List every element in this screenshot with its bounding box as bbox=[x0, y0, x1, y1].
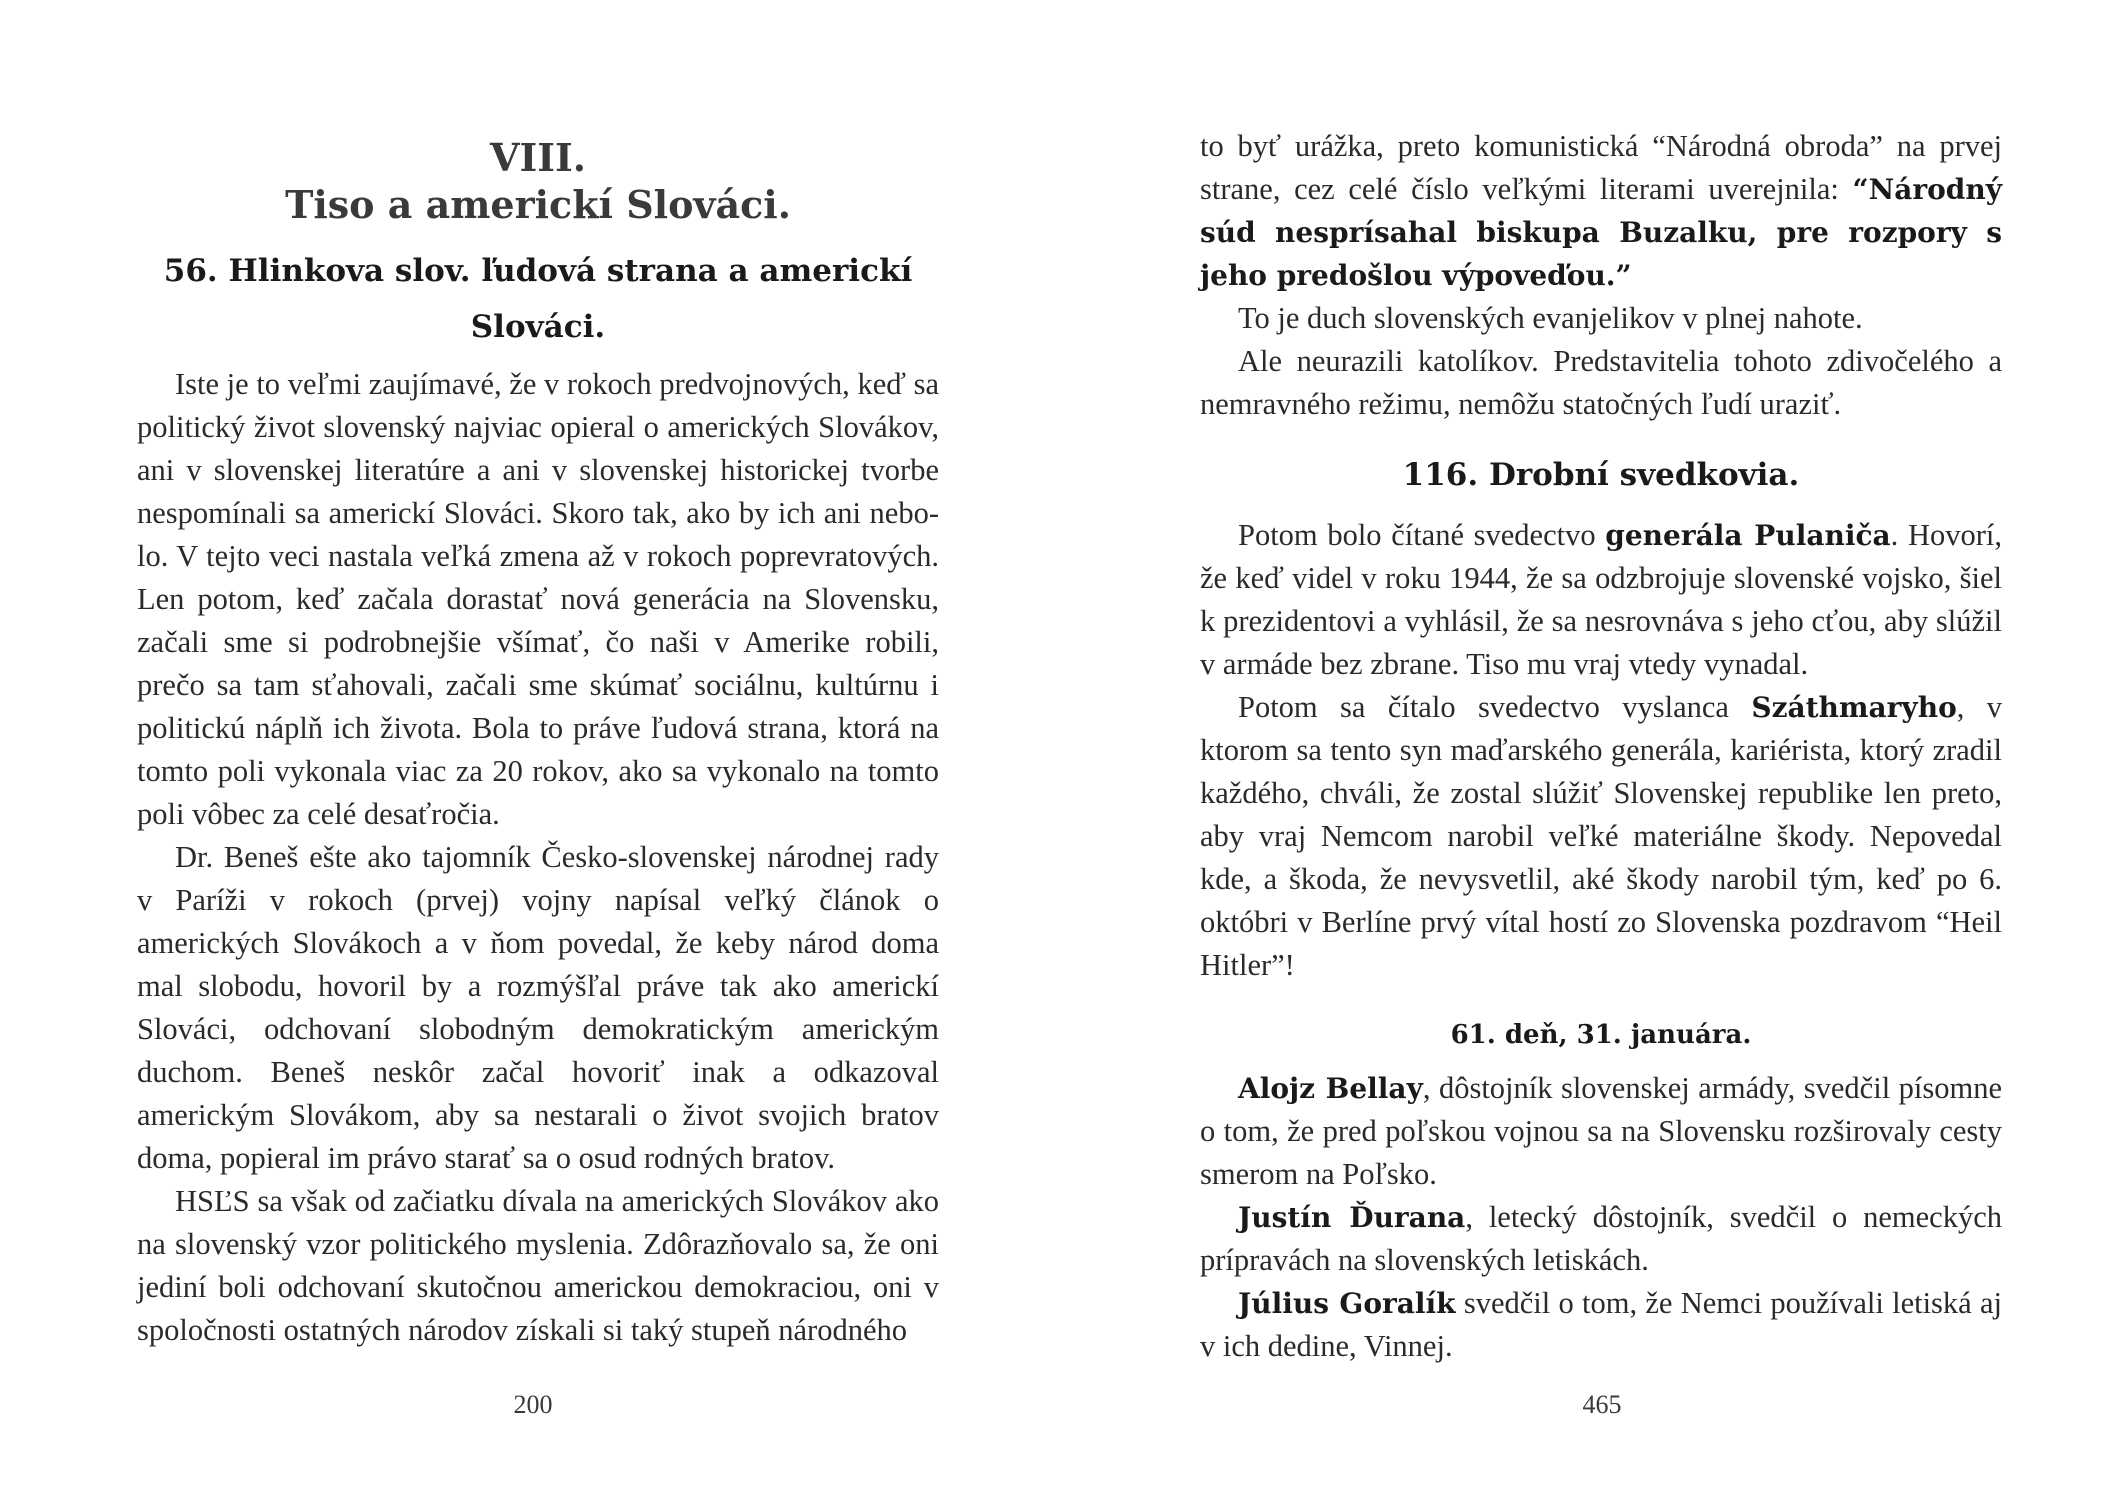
bold-name: Száthmaryho bbox=[1751, 691, 1957, 724]
paragraph: To je duch slovenských evanjelikov v plnej nahote. bbox=[1238, 301, 1863, 335]
bold-name: Július Goralík bbox=[1238, 1287, 1456, 1320]
bold-name: Alojz Bellay bbox=[1238, 1072, 1423, 1105]
page-number-left: 200 bbox=[513, 1390, 553, 1419]
bold-quote: “Národný súd nesprísahal biskupa Buzalku, pre rozpory s jeho predošlou výpoveďou.” bbox=[1200, 173, 2002, 292]
section-title-56: 56. Hlinkova slov. ľudová strana a americkí Slováci. bbox=[163, 253, 913, 345]
paragraph-text: . Hovorí, že keď videl v roku 1944, že sa odzbrojuje slovenské vojsko, šiel k prezidentovi a vyhlásil, že sa nesrovnáva s jeho cťou, aby slúžil v armáde bez zbrane. Tiso mu vraj vtedy vynadal. bbox=[1200, 518, 2002, 681]
bold-name: Justín Ďurana bbox=[1238, 1201, 1466, 1234]
paragraph: Iste je to veľmi zaujímavé, že v rokoch predvojnových, keď sa politický život slovenský najviac opieral o amerických Slovákov, ani v slovenskej literatúre a ani v slovenskej historickej tvorbe nespomínali sa americkí Slováci. Skoro tak, ako by ich ani nebolo. V tejto veci nastala veľká zmena až v rokoch poprevratových. Len potom, keď začala dorastať nová generácia na Slovensku, začali sme si podrobnejšie všímať, čo naši v Amerike robili, prečo sa tam sťahovali, začali sme skúmať sociálnu, kultúrnu i politickú náplň ich života. Bola to práve ľudová strana, ktorá na tomto poli vykonala viac za 20 rokov, ako sa vykonalo na tomto poli vôbec za celé desaťročia. bbox=[137, 367, 939, 831]
paragraph bbox=[1200, 514, 2002, 686]
paragraph bbox=[1200, 1067, 2002, 1196]
chapter-title: Tiso a americkí Slováci. bbox=[285, 182, 791, 227]
paragraph-text: , dôstojník slovenskej armády, svedčil písomne o tom, že pred poľskou vojnou sa na Slovensku rozširovaly cesty smerom na Poľsko. bbox=[1200, 1071, 2002, 1191]
paragraph-text: , letecký dôstojník, svedčil o nemeckých prípravách na slovenských letiskách. bbox=[1200, 1200, 2003, 1277]
chapter-number: VIII. bbox=[489, 135, 587, 180]
right-text-column bbox=[1200, 125, 2002, 1368]
paragraph-text: Potom sa čítalo svedectvo vyslanca bbox=[1238, 690, 1752, 724]
bold-name: generála Pulaniča bbox=[1605, 519, 1891, 552]
paragraph-text: , v ktorom sa tento syn maďarského generála, kariérista, ktorý zradil každého, chváli, že zostal slúžiť Slovenskej republike len preto, aby vraj Nemcom narobil veľké materiálne škody. Nepovedal kde, a škoda, že nevysvetlil, aké škody narobil tým, keď po 6. októbri v Berlíne prvý vítal hostí zo Slovenska pozdravom “Heil Hitler”! bbox=[1200, 690, 2002, 982]
paragraph bbox=[1200, 1282, 2002, 1368]
paragraph-text: svedčil o tom, že Nemci používali letiská aj v ich dedine, Vinnej. bbox=[1200, 1286, 2002, 1363]
paragraph bbox=[1200, 125, 2002, 297]
page-number-right: 465 bbox=[1582, 1390, 1622, 1419]
day-heading: 61. deň, 31. januára. bbox=[1450, 1020, 1752, 1050]
paragraph: Ale neurazili katolíkov. Predstavitelia tohoto zdivočelého a nemravného režimu, nemôžu statočných ľudí uraziť. bbox=[1200, 344, 2002, 421]
paragraph bbox=[1200, 686, 2002, 987]
left-text-column bbox=[137, 125, 939, 1352]
paragraph: HSĽS sa však od začiatku dívala na amerických Slovákov ako na slovenský vzor politického myslenia. Zdôrazňovalo sa, že oni jediní boli odchovaní skutočnou americkou demokraciou, oni v spoločnosti ostatných národov získali si taký stupeň národného bbox=[137, 1184, 939, 1347]
paragraph-text: to byť urážka, preto komunistická “Národná obroda” na prvej strane, cez celé číslo veľkými literami uverejnila: bbox=[1200, 129, 2002, 206]
section-title-116: 116. Drobní svedkovia. bbox=[1402, 457, 1800, 493]
paragraph bbox=[1200, 1196, 2002, 1282]
right-page bbox=[1059, 0, 2118, 1500]
paragraph-text: Potom bolo čítané svedectvo bbox=[1238, 518, 1606, 552]
paragraph: Dr. Beneš ešte ako tajomník Česko-slovenskej národnej rady v Paríži v rokoch (prvej) vojny napísal veľký článok o amerických Slovákoch a v ňom povedal, že keby národ doma mal slobodu, hovoril by a rozmýšľal práve tak ako americkí Slováci, odchovaní slobodným demokratickým americkým duchom. Beneš neskôr začal hovoriť inak a odkazoval americkým Slovákom, aby sa nestarali o život svojich bratov doma, popieral im právo starať sa o osud rodných bratov. bbox=[137, 840, 939, 1175]
